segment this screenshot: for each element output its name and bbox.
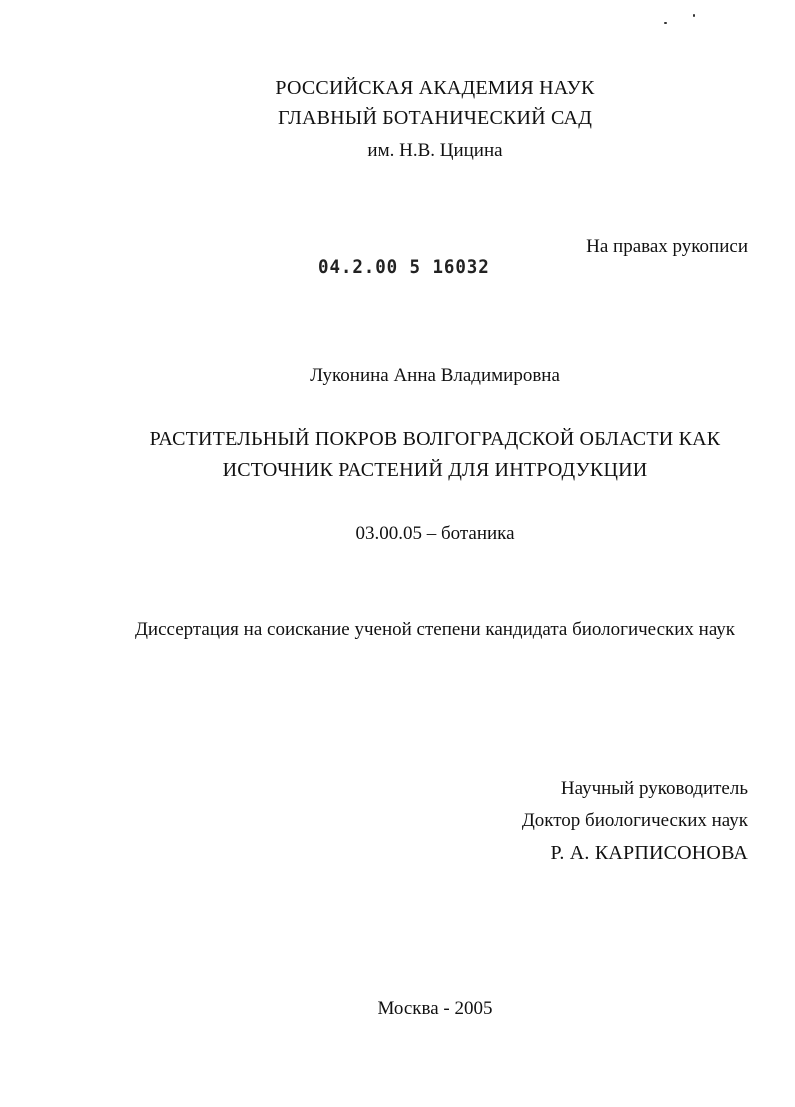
academy-name: РОССИЙСКАЯ АКАДЕМИЯ НАУК [275,77,595,99]
scan-speck [693,14,695,17]
supervisor-role: Научный руководитель [560,778,748,799]
author-name: Луконина Анна Владимировна [310,365,560,386]
scan-speck [664,22,667,24]
library-stamp: 04.2.00 5 16032 [318,256,490,278]
supervisor-degree: Доктор биологических наук [521,810,748,831]
degree-statement: Диссертация на соискание ученой степени кандидата биологических наук [134,619,736,640]
manuscript-note: На правах рукописи [586,236,748,257]
place-year: Москва - 2005 [377,998,493,1019]
supervisor-name: Р. А. КАРПИСОНОВА [550,842,748,864]
named-after: им. Н.В. Цицина [367,140,503,161]
specialty-code: 03.00.05 – ботаника [355,523,515,544]
garden-name: ГЛАВНЫЙ БОТАНИЧЕСКИЙ САД [277,107,593,129]
dissertation-title-line-1: РАСТИТЕЛЬНЫЙ ПОКРОВ ВОЛГОГРАДСКОЙ ОБЛАСТИ КАК [149,428,721,450]
dissertation-title-line-2: ИСТОЧНИК РАСТЕНИЙ ДЛЯ ИНТРОДУКЦИИ [222,459,648,481]
